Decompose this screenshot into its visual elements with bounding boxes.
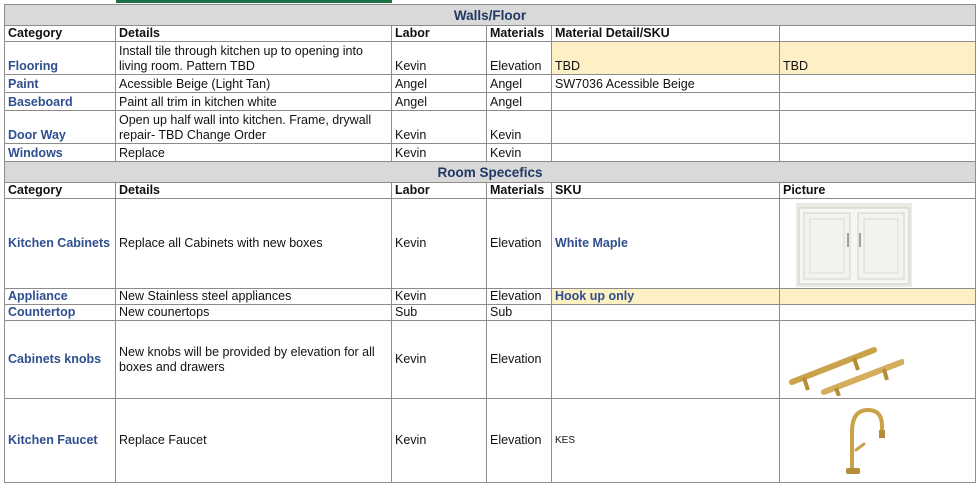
details-cell[interactable]: Acessible Beige (Light Tan) xyxy=(116,75,392,93)
category-cell[interactable]: Windows xyxy=(5,144,116,162)
section-title[interactable]: Walls/Floor xyxy=(5,5,976,26)
materials-cell[interactable]: Angel xyxy=(487,75,552,93)
materials-cell[interactable]: Kevin xyxy=(487,111,552,144)
sku-cell[interactable] xyxy=(552,93,780,111)
category-cell[interactable]: Cabinets knobs xyxy=(5,321,116,399)
table-row xyxy=(5,111,976,144)
category-cell[interactable]: Paint xyxy=(5,75,116,93)
labor-cell[interactable]: Kevin xyxy=(392,399,487,483)
picture-cell[interactable] xyxy=(780,399,976,483)
materials-cell[interactable]: Elevation xyxy=(487,42,552,75)
header-cell[interactable] xyxy=(780,26,976,42)
header-cell[interactable]: Details xyxy=(116,183,392,199)
materials-cell[interactable]: Elevation xyxy=(487,199,552,289)
table-row xyxy=(5,42,976,75)
category-cell[interactable]: Countertop xyxy=(5,305,116,321)
section-header-room-specifics xyxy=(5,162,976,183)
sku-cell[interactable] xyxy=(552,321,780,399)
materials-cell[interactable]: Elevation xyxy=(487,399,552,483)
materials-cell[interactable]: Sub xyxy=(487,305,552,321)
table-row xyxy=(5,289,976,305)
details-cell[interactable]: Replace xyxy=(116,144,392,162)
materials-cell[interactable]: Kevin xyxy=(487,144,552,162)
category-cell[interactable]: Kitchen Cabinets xyxy=(5,199,116,289)
section-header-walls-floor xyxy=(5,5,976,26)
labor-cell[interactable]: Kevin xyxy=(392,289,487,305)
category-cell[interactable]: Baseboard xyxy=(5,93,116,111)
materials-cell[interactable]: Elevation xyxy=(487,321,552,399)
extra-cell[interactable] xyxy=(780,93,976,111)
picture-cell[interactable] xyxy=(780,305,976,321)
column-header-row xyxy=(5,26,976,42)
sku-cell[interactable]: SW7036 Acessible Beige xyxy=(552,75,780,93)
details-cell[interactable]: Open up half wall into kitchen. Frame, drywall repair- TBD Change Order xyxy=(116,111,392,144)
sku-cell[interactable]: KES xyxy=(552,399,780,483)
header-cell[interactable]: Materials xyxy=(487,183,552,199)
details-cell[interactable]: New Stainless steel appliances xyxy=(116,289,392,305)
header-cell[interactable]: Materials xyxy=(487,26,552,42)
picture-cell[interactable] xyxy=(780,321,976,399)
header-cell[interactable]: Category xyxy=(5,26,116,42)
extra-cell[interactable] xyxy=(780,75,976,93)
labor-cell[interactable]: Kevin xyxy=(392,111,487,144)
labor-cell[interactable]: Angel xyxy=(392,93,487,111)
category-cell[interactable]: Appliance xyxy=(5,289,116,305)
details-cell[interactable]: Replace Faucet xyxy=(116,399,392,483)
sku-cell[interactable]: TBD xyxy=(552,42,780,75)
labor-cell[interactable]: Angel xyxy=(392,75,487,93)
table-row xyxy=(5,75,976,93)
details-cell[interactable]: Paint all trim in kitchen white xyxy=(116,93,392,111)
materials-cell[interactable]: Angel xyxy=(487,93,552,111)
labor-cell[interactable]: Kevin xyxy=(392,199,487,289)
table-row xyxy=(5,144,976,162)
details-cell[interactable]: New knobs will be provided by elevation for all boxes and drawers xyxy=(116,321,392,399)
category-cell[interactable]: Door Way xyxy=(5,111,116,144)
gold-faucet-image[interactable] xyxy=(830,402,890,480)
category-cell[interactable]: Flooring xyxy=(5,42,116,75)
header-cell[interactable]: Labor xyxy=(392,183,487,199)
picture-cell[interactable] xyxy=(780,289,976,305)
sku-cell[interactable]: White Maple xyxy=(552,199,780,289)
extra-cell[interactable]: TBD xyxy=(780,42,976,75)
labor-cell[interactable]: Sub xyxy=(392,305,487,321)
white-cabinet-image[interactable] xyxy=(796,203,912,287)
sku-cell[interactable] xyxy=(552,111,780,144)
header-cell[interactable]: Category xyxy=(5,183,116,199)
column-header-row xyxy=(5,183,976,199)
labor-cell[interactable]: Kevin xyxy=(392,321,487,399)
header-cell[interactable]: Material Detail/SKU xyxy=(552,26,780,42)
section-title[interactable]: Room Specefics xyxy=(5,162,976,183)
sku-cell[interactable] xyxy=(552,305,780,321)
extra-cell[interactable] xyxy=(780,111,976,144)
table-row xyxy=(5,321,976,399)
category-cell[interactable]: Kitchen Faucet xyxy=(5,399,116,483)
spreadsheet-grid xyxy=(4,4,976,483)
labor-cell[interactable]: Kevin xyxy=(392,144,487,162)
cell-selection-border xyxy=(116,0,392,3)
sku-cell[interactable] xyxy=(552,144,780,162)
table-row xyxy=(5,305,976,321)
table-row xyxy=(5,93,976,111)
table-row xyxy=(5,399,976,483)
extra-cell[interactable] xyxy=(780,144,976,162)
header-cell[interactable]: Labor xyxy=(392,26,487,42)
labor-cell[interactable]: Kevin xyxy=(392,42,487,75)
table-row xyxy=(5,199,976,289)
details-cell[interactable]: Install tile through kitchen up to opening into living room. Pattern TBD xyxy=(116,42,392,75)
sku-cell[interactable]: Hook up only xyxy=(552,289,780,305)
details-cell[interactable]: Replace all Cabinets with new boxes xyxy=(116,199,392,289)
header-cell[interactable]: Details xyxy=(116,26,392,42)
picture-cell[interactable] xyxy=(780,199,976,289)
header-cell[interactable]: SKU xyxy=(552,183,780,199)
materials-cell[interactable]: Elevation xyxy=(487,289,552,305)
details-cell[interactable]: New counertops xyxy=(116,305,392,321)
gold-bar-pulls-image[interactable] xyxy=(784,324,904,396)
header-cell[interactable]: Picture xyxy=(780,183,976,199)
